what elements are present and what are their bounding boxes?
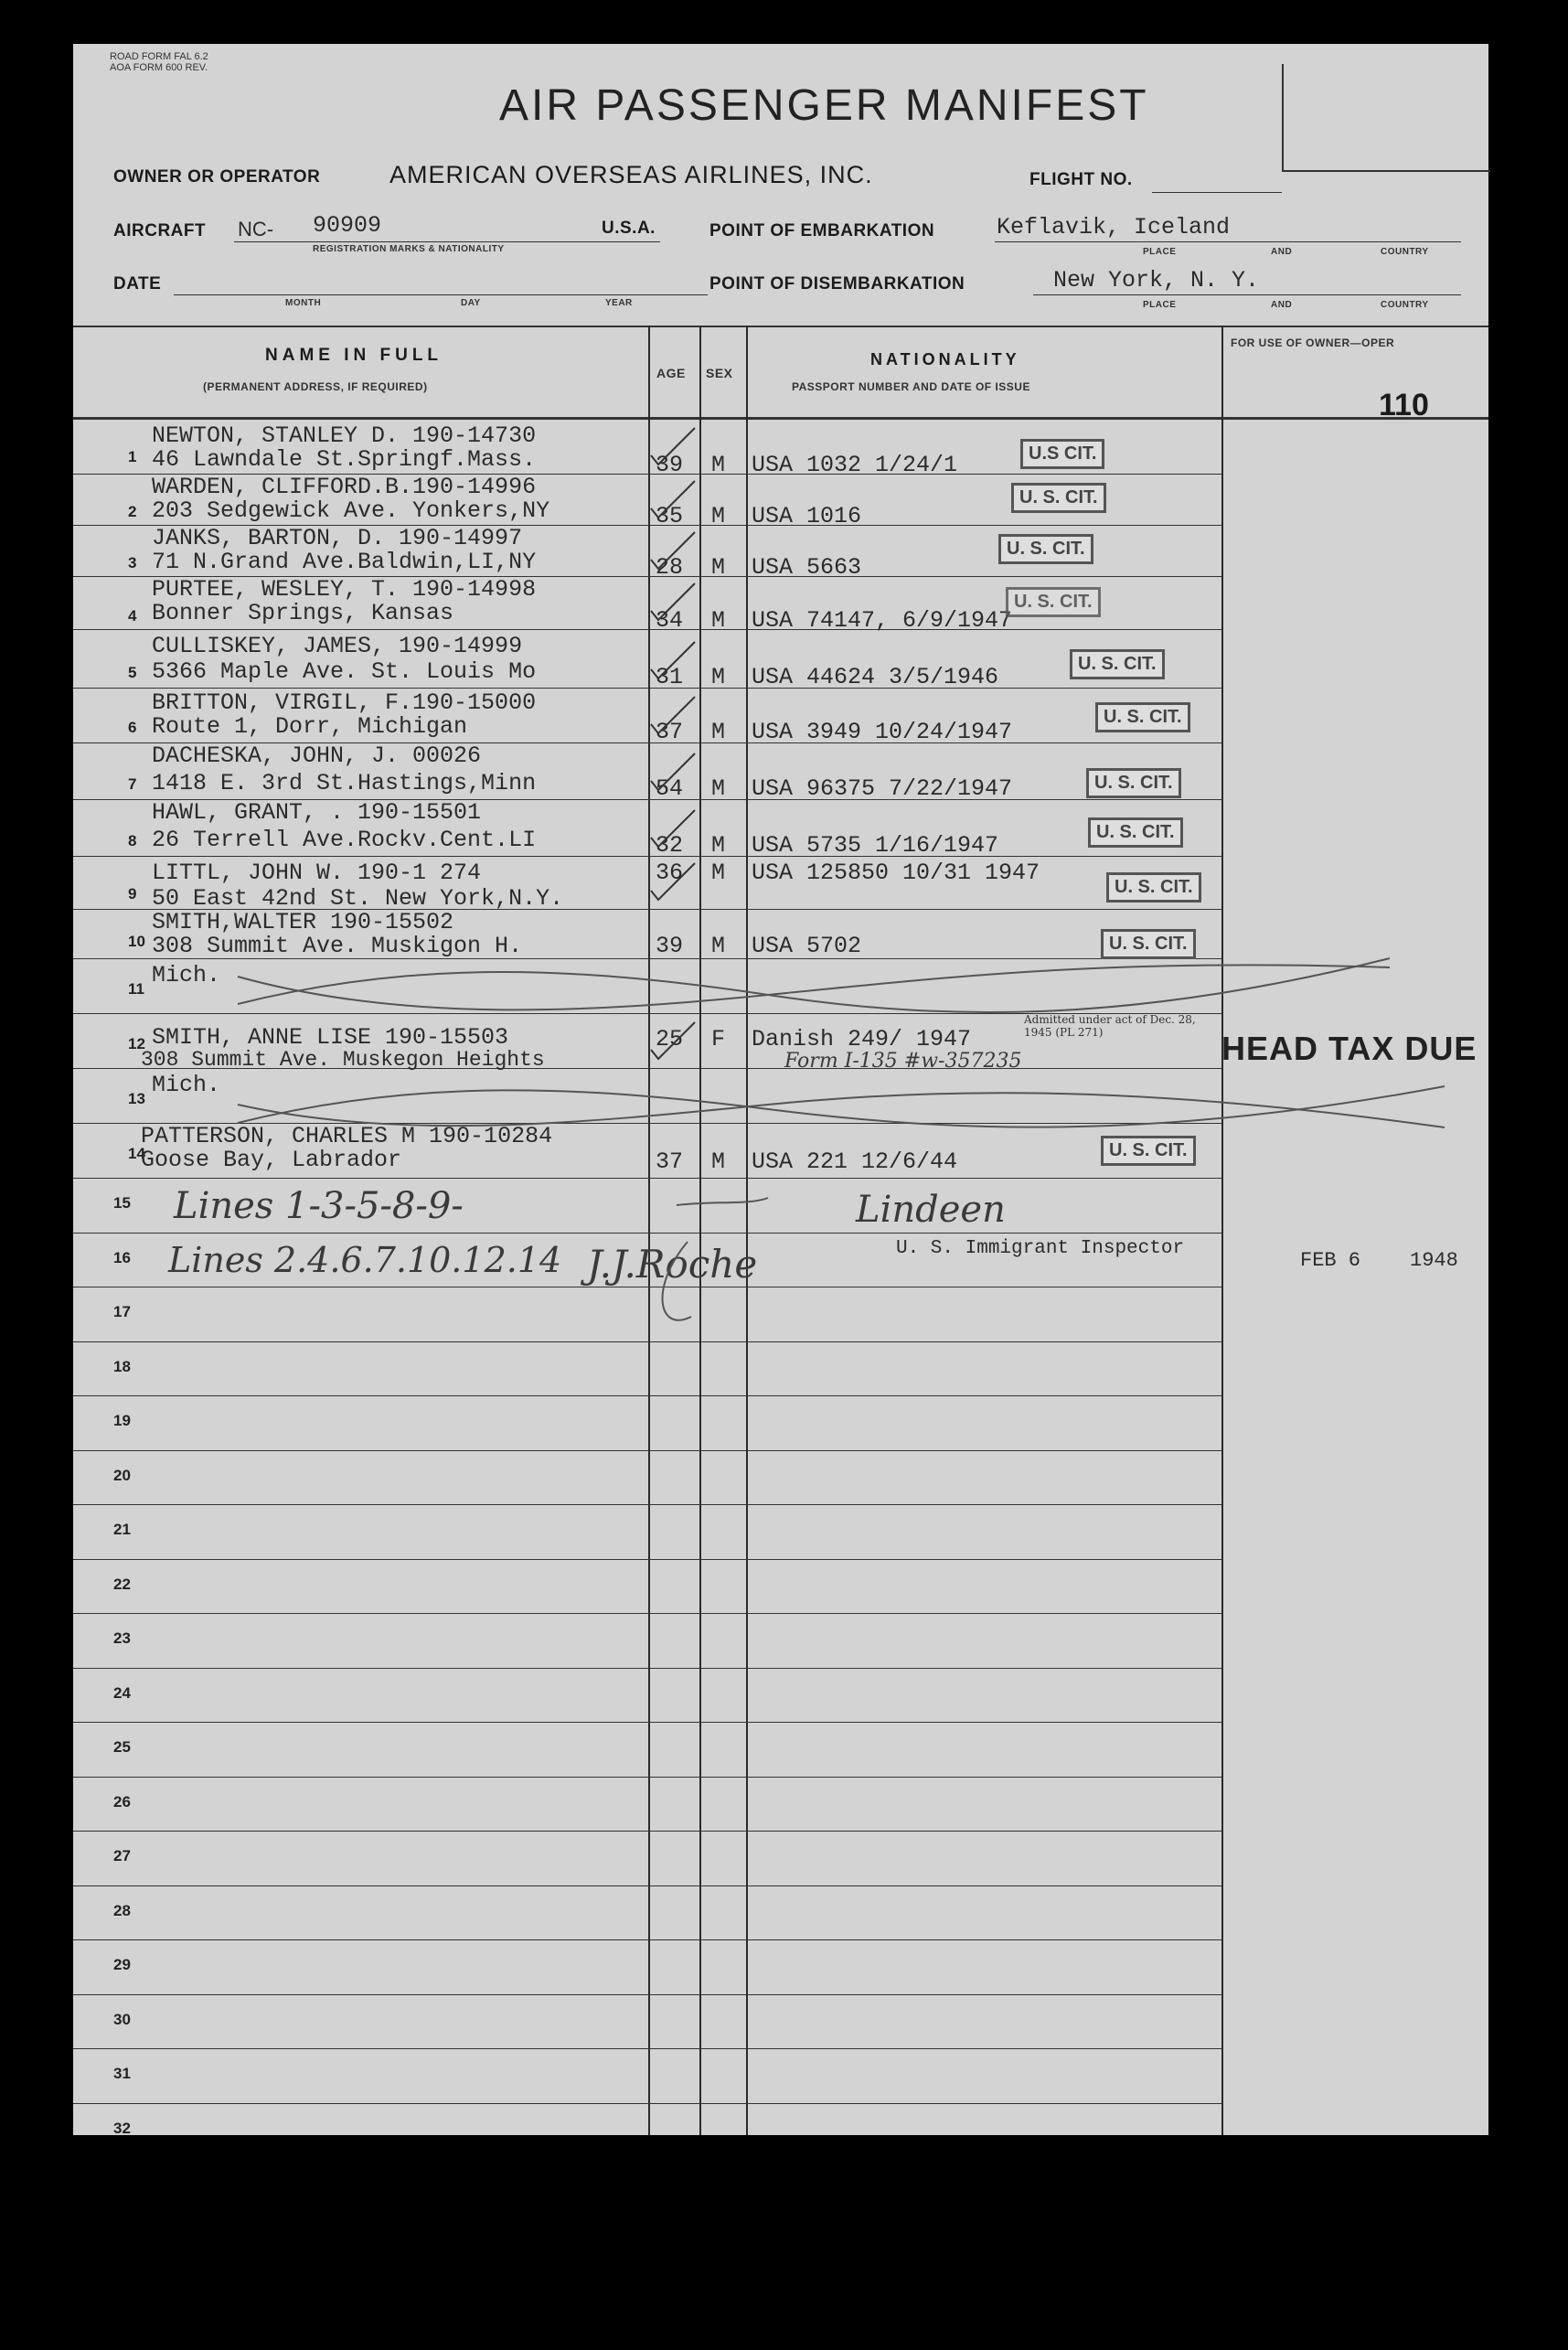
date-sub-day: DAY	[461, 298, 481, 308]
line-number: 18	[113, 1357, 131, 1375]
passenger-name: LITTL, JOHN W. 190-1 274	[152, 860, 482, 886]
owner-use-header: FOR USE OF OWNER—OPER	[1231, 336, 1395, 349]
passenger-age: 37	[656, 719, 684, 745]
passenger-sex: M	[711, 832, 726, 859]
passenger-sex: M	[711, 933, 726, 959]
head-tax-due: HEAD TAX DUE	[1221, 1030, 1477, 1067]
passenger-address: Goose Bay, Labrador	[141, 1147, 402, 1173]
line-number: 8	[128, 832, 137, 849]
citizen-stamp: U. S. CIT.	[1101, 1136, 1196, 1166]
passenger-name: BRITTON, VIRGIL, F.190-15000	[152, 689, 537, 716]
aircraft-nationality: U.S.A.	[602, 219, 656, 238]
signature-2: J.J.Roche	[587, 1242, 758, 1287]
page-title: AIR PASSENGER MANIFEST	[499, 81, 1149, 130]
citizen-stamp: U. S. CIT.	[1088, 817, 1183, 848]
form-code-line1: ROAD FORM FAL 6.2	[110, 51, 208, 62]
disembark-label: POINT OF DISEMBARKATION	[709, 274, 965, 294]
nationality-header: NATIONALITY	[870, 350, 1020, 369]
citizen-stamp: U.S CIT.	[1020, 439, 1104, 469]
passenger-age: 28	[656, 554, 684, 581]
embark-value: Keflavik, Iceland	[997, 214, 1231, 240]
line-number: 7	[128, 775, 137, 793]
line-number: 24	[113, 1683, 131, 1702]
line-number: 9	[128, 885, 137, 903]
passenger-name: SMITH, ANNE LISE 190-15503	[152, 1024, 509, 1051]
passenger-nationality: USA 44624 3/5/1946	[752, 664, 999, 690]
line-number: 29	[113, 1956, 131, 1973]
line-number: 19	[113, 1412, 131, 1429]
citizen-stamp: U. S. CIT.	[1101, 929, 1196, 959]
inspector-label: U. S. Immigrant Inspector	[896, 1238, 1185, 1259]
citizen-stamp: U. S. CIT.	[1095, 702, 1190, 732]
check-mark-icon	[651, 810, 695, 847]
name-sub: (PERMANENT ADDRESS, IF REQUIRED)	[203, 380, 428, 393]
check-mark-icon	[651, 753, 695, 790]
passenger-age: 37	[656, 1148, 684, 1175]
passenger-age: 36	[656, 860, 684, 886]
inspection-year: 1948	[1410, 1249, 1458, 1272]
passenger-nationality: USA 5735 1/16/1947	[752, 832, 999, 859]
line-number: 30	[113, 2010, 131, 2028]
registration-sub: REGISTRATION MARKS & NATIONALITY	[313, 244, 505, 254]
line-number: 15	[113, 1194, 131, 1212]
citizen-stamp: U. S. CIT.	[1106, 872, 1201, 903]
passenger-nationality: Danish 249/ 1947	[752, 1026, 972, 1052]
citizen-stamp: U. S. CIT.	[998, 534, 1093, 564]
aircraft-value: 90909	[313, 212, 382, 239]
check-mark-icon	[651, 1022, 695, 1059]
citizen-stamp: U. S. CIT.	[1011, 483, 1106, 513]
date-sub-month: MONTH	[285, 298, 322, 308]
admitted-note: Admitted under act of Dec. 28, 1945 (PL 271)	[1024, 1013, 1196, 1039]
passenger-sex: M	[711, 452, 726, 478]
passenger-address: 5366 Maple Ave. St. Louis Mo	[152, 658, 537, 685]
embark-sub-and: AND	[1271, 247, 1293, 257]
passenger-age: 39	[656, 452, 684, 478]
embark-sub-country: COUNTRY	[1381, 247, 1429, 257]
signature-stroke	[663, 1242, 691, 1320]
line-number: 1	[128, 448, 137, 465]
passenger-name: DACHESKA, JOHN, J. 00026	[152, 742, 482, 769]
line-number: 22	[113, 1575, 131, 1593]
citizen-stamp: U. S. CIT.	[1070, 649, 1165, 679]
check-mark-icon	[651, 642, 695, 678]
line-number: 12	[128, 1035, 145, 1052]
date-label: DATE	[113, 274, 162, 294]
passenger-age: 54	[656, 775, 684, 802]
citizen-stamp: U. S. CIT.	[1086, 768, 1181, 798]
signature-1: Lindeen	[856, 1189, 1006, 1231]
passenger-address: Route 1, Dorr, Michigan	[152, 713, 468, 740]
passenger-nationality: USA 3949 10/24/1947	[752, 719, 1013, 745]
check-mark-icon	[651, 428, 695, 465]
handwritten-line16: Lines 2.4.6.7.10.12.14	[168, 1240, 562, 1280]
age-header: AGE	[656, 366, 686, 380]
line-number: 27	[113, 1847, 131, 1864]
passenger-address: 308 Summit Ave. Muskigon H.	[152, 933, 523, 959]
line-number: 4	[128, 607, 137, 625]
passenger-sex: M	[711, 554, 726, 581]
passenger-sex: M	[711, 1148, 726, 1175]
owner-value: AMERICAN OVERSEAS AIRLINES, INC.	[389, 161, 873, 188]
cancel-line	[677, 1198, 768, 1205]
passenger-sex: M	[711, 775, 726, 802]
passenger-name: JANKS, BARTON, D. 190-14997	[152, 525, 523, 551]
cancel-lines	[238, 958, 1445, 1320]
aircraft-prefix: NC-	[238, 218, 274, 240]
cancel-line	[238, 958, 1390, 1012]
citizen-stamp: U. S. CIT.	[1006, 587, 1101, 617]
line-number: 21	[113, 1521, 131, 1538]
cancel-line	[238, 965, 1390, 1009]
embark-sub-place: PLACE	[1143, 247, 1177, 257]
passenger-age: 39	[656, 933, 684, 959]
line-number: 2	[128, 503, 137, 520]
line-number: 6	[128, 719, 137, 736]
line-number: 28	[113, 1901, 131, 1919]
passenger-address: 308 Summit Ave. Muskegon Heights	[141, 1048, 545, 1072]
passenger-name: WARDEN, CLIFFORD.B.190-14996	[152, 474, 537, 500]
passenger-name: SMITH,WALTER 190-15502	[152, 909, 454, 935]
handwritten-line15: Lines 1-3-5-8-9-	[174, 1185, 464, 1227]
embark-label: POINT OF EMBARKATION	[709, 221, 935, 240]
nationality-sub: PASSPORT NUMBER AND DATE OF ISSUE	[792, 380, 1030, 393]
disembark-value: New York, N. Y.	[1053, 267, 1260, 294]
line-number: 13	[128, 1090, 145, 1107]
disembark-sub-place: PLACE	[1143, 300, 1177, 310]
passenger-age: 34	[656, 607, 684, 634]
line-number: 3	[128, 554, 137, 571]
passenger-sex: F	[711, 1026, 726, 1052]
check-mark-icon	[651, 532, 695, 569]
passenger-age: 31	[656, 664, 684, 690]
passenger-nationality: USA 5663	[752, 554, 862, 581]
passenger-nationality: USA 74147, 6/9/1947	[752, 607, 1013, 634]
passenger-nationality: USA 1016	[752, 503, 862, 529]
passenger-age: 35	[656, 503, 684, 529]
passenger-sex: M	[711, 860, 726, 886]
passenger-nationality: USA 1032 1/24/1	[752, 452, 958, 478]
line-number: 23	[113, 1629, 131, 1647]
passenger-address: 1418 E. 3rd St.Hastings,Minn	[152, 770, 537, 796]
passenger-nationality: USA 96375 7/22/1947	[752, 775, 1013, 802]
manifest-sheet	[73, 44, 1488, 2135]
name-header: NAME IN FULL	[265, 346, 443, 365]
passenger-sex: M	[711, 664, 726, 690]
cancel-line	[238, 1093, 1445, 1127]
passenger-name: PURTEE, WESLEY, T. 190-14998	[152, 576, 537, 603]
passenger-sex: M	[711, 719, 726, 745]
line-number: 17	[113, 1303, 131, 1320]
line-number: 31	[113, 2065, 131, 2082]
passenger-name: CULLISKEY, JAMES, 190-14999	[152, 633, 523, 659]
passenger-name: Mich.	[152, 962, 221, 988]
line-number: 11	[128, 980, 144, 998]
disembark-sub-country: COUNTRY	[1381, 300, 1429, 310]
passenger-sex: M	[711, 607, 726, 634]
line-number: 20	[113, 1466, 131, 1484]
passenger-address: 50 East 42nd St. New York,N.Y.	[152, 885, 564, 912]
passenger-nationality: USA 5702	[752, 933, 862, 959]
form-code-line2: AOA FORM 600 REV.	[110, 62, 208, 73]
line-number: 26	[113, 1792, 131, 1811]
passenger-address: 203 Sedgewick Ave. Yonkers,NY	[152, 497, 550, 524]
passenger-nationality: USA 221 12/6/44	[752, 1148, 958, 1175]
check-mark-icon	[651, 697, 695, 733]
passenger-name: NEWTON, STANLEY D. 190-14730	[152, 422, 537, 449]
passenger-name: HAWL, GRANT, . 190-15501	[152, 799, 482, 826]
passenger-address: 71 N.Grand Ave.Baldwin,LI,NY	[152, 549, 537, 575]
passenger-address: 26 Terrell Ave.Rockv.Cent.LI	[152, 827, 537, 853]
annotation-marks	[73, 44, 1488, 2135]
line-number: 14	[128, 1145, 145, 1162]
line-number: 10	[128, 933, 145, 950]
flight-label: FLIGHT NO.	[1029, 170, 1133, 189]
line-number: 25	[113, 1738, 131, 1756]
passenger-name: PATTERSON, CHARLES M 190-10284	[141, 1123, 553, 1149]
owner-use-value: 110	[1379, 388, 1429, 422]
line-number: 32	[113, 2119, 131, 2137]
check-mark-icon	[651, 481, 695, 518]
check-mark-icon	[651, 583, 695, 620]
passenger-nationality: USA 125850 10/31 1947	[752, 860, 1040, 886]
line-number: 16	[113, 1248, 131, 1266]
check-mark-icon	[651, 863, 695, 900]
passenger-address: 46 Lawndale St.Springf.Mass.	[152, 446, 537, 473]
sex-header: SEX	[706, 366, 733, 380]
passenger-age: 25	[656, 1026, 684, 1052]
inspection-date: FEB 6	[1300, 1249, 1361, 1272]
passenger-name: Mich.	[152, 1072, 221, 1098]
date-sub-year: YEAR	[605, 298, 633, 308]
passenger-sex: M	[711, 503, 726, 529]
form-i135-note: Form I-135 #w-357235	[784, 1050, 1022, 1073]
check-marks	[651, 428, 695, 1059]
aircraft-label: AIRCRAFT	[113, 221, 207, 240]
line-number: 5	[128, 664, 137, 681]
passenger-age: 32	[656, 832, 684, 859]
disembark-sub-and: AND	[1271, 300, 1293, 310]
passenger-address: Bonner Springs, Kansas	[152, 600, 454, 626]
owner-label: OWNER OR OPERATOR	[113, 167, 321, 187]
